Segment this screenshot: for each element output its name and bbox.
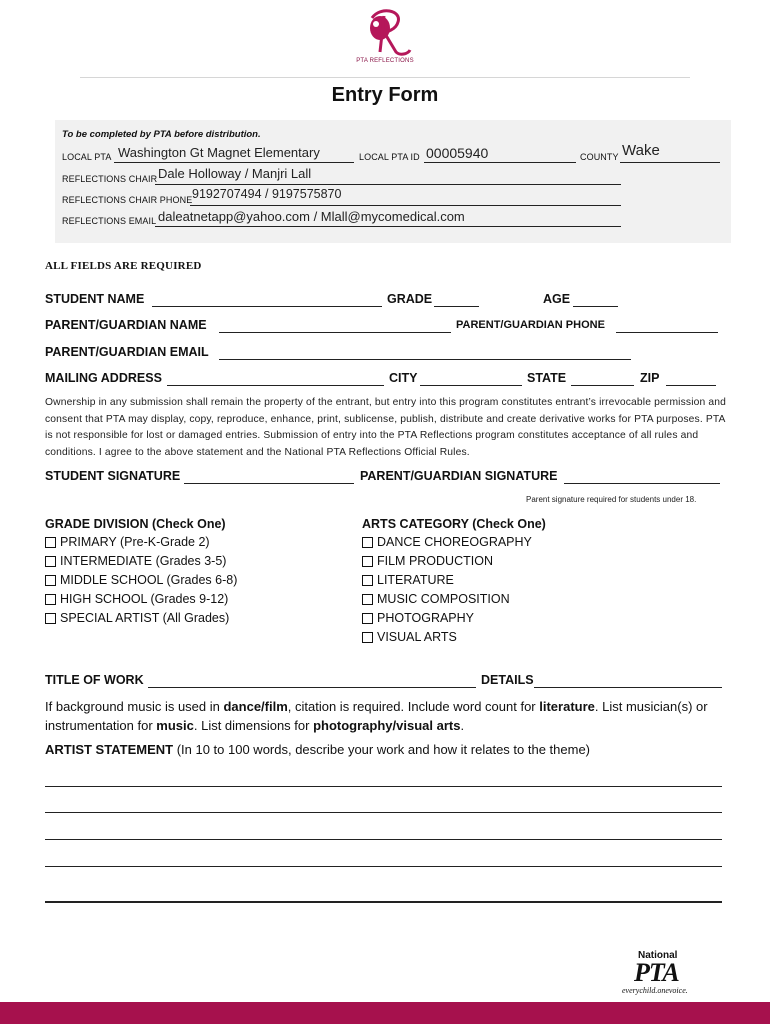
pta-reflections-logo: [350, 8, 420, 66]
checkbox[interactable]: [45, 575, 56, 586]
option-label: VISUAL ARTS: [377, 630, 457, 644]
chair-line: [155, 184, 621, 185]
chair-phone-label: REFLECTIONS CHAIR PHONE: [62, 195, 193, 205]
parent-email-label: PARENT/GUARDIAN EMAIL: [45, 345, 209, 359]
city-field[interactable]: [420, 385, 522, 386]
artist-statement-line-2[interactable]: [45, 812, 722, 813]
option-label: INTERMEDIATE (Grades 3-5): [60, 554, 227, 568]
national-pta-logo: [612, 950, 702, 998]
ownership-statement: Ownership in any submission shall remain the property of the entrant, but entry into this program constitutes entrant’s irrevocable permission and consent that PTA may display, copy, reproduce, enhance, print, sublicense, publish, distribute and create derivative works for PTA purposes. PTA is not responsible for lost or damaged entries. Submission of entry into the PTA Reflections program constitutes acceptance of all rules and conditions. I agree to the above statement and the National PTA Reflections Official Rules.: [45, 397, 727, 458]
artist-statement-hint: (In 10 to 100 words, describe your work and how it relates to the theme): [173, 742, 591, 757]
zip-field[interactable]: [666, 385, 716, 386]
option-label: LITERATURE: [377, 573, 454, 587]
arts-option-photography[interactable]: [362, 611, 474, 625]
arts-category-heading: ARTS CATEGORY (Check One): [362, 517, 546, 531]
title-of-work-label: TITLE OF WORK: [45, 673, 144, 687]
checkbox[interactable]: [362, 556, 373, 567]
local-pta-field[interactable]: Washington Gt Magnet Elementary: [118, 145, 320, 160]
local-pta-line: [114, 162, 354, 163]
page-title: Entry Form: [331, 84, 439, 106]
arts-option-dance[interactable]: [362, 535, 532, 549]
parent-phone-label: PARENT/GUARDIAN PHONE: [456, 319, 605, 331]
grade-option-special-artist[interactable]: [45, 611, 229, 625]
national-label: National: [638, 950, 678, 961]
county-field[interactable]: Wake: [622, 142, 660, 159]
bold-run: literature: [539, 699, 595, 714]
arts-option-literature[interactable]: [362, 573, 454, 587]
text-run: .: [460, 718, 465, 733]
pta-wordmark: PTA: [634, 958, 679, 987]
parent-signature-label: PARENT/GUARDIAN SIGNATURE: [360, 469, 558, 483]
local-pta-id-label: LOCAL PTA ID: [359, 152, 420, 162]
prefill-instruction: To be completed by PTA before distribution.: [62, 129, 261, 140]
checkbox[interactable]: [362, 537, 373, 548]
artist-statement-heading: [45, 742, 590, 757]
bold-run: dance/film: [223, 699, 288, 714]
arts-option-music[interactable]: [362, 592, 510, 606]
parent-name-label: PARENT/GUARDIAN NAME: [45, 318, 207, 332]
state-field[interactable]: [571, 385, 634, 386]
option-label: PRIMARY (Pre-K-Grade 2): [60, 535, 210, 549]
student-signature-field[interactable]: [184, 483, 354, 484]
county-label: COUNTY: [580, 152, 619, 162]
zip-label: ZIP: [640, 371, 660, 385]
student-signature-label: STUDENT SIGNATURE: [45, 469, 181, 483]
parent-signature-field[interactable]: [564, 483, 720, 484]
option-label: HIGH SCHOOL (Grades 9-12): [60, 592, 229, 606]
parent-email-field[interactable]: [219, 359, 631, 360]
checkbox[interactable]: [45, 613, 56, 624]
artist-statement-line-1[interactable]: [45, 786, 722, 787]
arts-option-visual-arts[interactable]: [362, 630, 457, 644]
checkbox[interactable]: [45, 556, 56, 567]
grade-option-intermediate[interactable]: [45, 554, 226, 568]
grade-option-middle-school[interactable]: [45, 573, 237, 587]
grade-option-primary[interactable]: [45, 535, 210, 549]
reflections-r-icon: [350, 8, 420, 56]
logo-caption: PTA REFLECTIONS: [356, 58, 414, 64]
grade-label: GRADE: [387, 292, 433, 306]
county-line: [620, 162, 720, 163]
text-run: . List musician(s) or instrumentation for: [45, 699, 708, 733]
local-pta-id-field[interactable]: 00005940: [426, 145, 489, 161]
title-of-work-field[interactable]: [148, 687, 476, 688]
student-name-field[interactable]: [152, 306, 382, 307]
age-field[interactable]: [573, 306, 618, 307]
mailing-address-field[interactable]: [167, 385, 384, 386]
artist-statement-label: ARTIST STATEMENT: [45, 742, 174, 757]
mailing-address-label: MAILING ADDRESS: [45, 371, 162, 385]
artist-statement-line-4[interactable]: [45, 866, 722, 867]
local-pta-id-line: [424, 162, 576, 163]
text-run: If background music is used in: [45, 699, 224, 714]
option-label: DANCE CHOREOGRAPHY: [377, 535, 532, 549]
age-label: AGE: [543, 292, 571, 306]
checkbox[interactable]: [45, 594, 56, 605]
header-divider: [80, 77, 690, 78]
grade-option-high-school[interactable]: [45, 592, 228, 606]
parent-signature-note: Parent signature required for students under 18.: [526, 495, 697, 504]
artist-statement-line-3[interactable]: [45, 839, 722, 840]
all-fields-required-heading: ALL FIELDS ARE REQUIRED: [45, 260, 202, 272]
background-music-instructions: [45, 697, 730, 735]
option-label: MUSIC COMPOSITION: [377, 592, 510, 606]
chair-field[interactable]: Dale Holloway / Manjri Lall: [158, 166, 312, 181]
arts-option-film[interactable]: [362, 554, 493, 568]
city-label: CITY: [389, 371, 418, 385]
parent-name-field[interactable]: [219, 332, 451, 333]
pta-tagline: everychild.onevoice.: [622, 986, 688, 995]
bold-run: music: [156, 718, 194, 733]
student-name-label: STUDENT NAME: [45, 292, 145, 306]
option-label: FILM PRODUCTION: [377, 554, 493, 568]
text-run: , citation is required. Include word count for: [287, 699, 540, 714]
details-field[interactable]: [534, 687, 722, 688]
local-pta-label: LOCAL PTA: [62, 152, 112, 162]
artist-statement-line-5[interactable]: [45, 901, 722, 903]
chair-phone-line: [190, 205, 621, 206]
option-label: SPECIAL ARTIST (All Grades): [60, 611, 230, 625]
grade-field[interactable]: [434, 306, 479, 307]
chair-label: REFLECTIONS CHAIR: [62, 174, 158, 184]
checkbox[interactable]: [362, 575, 373, 586]
checkbox[interactable]: [45, 537, 56, 548]
chair-email-line: [155, 226, 621, 227]
option-label: MIDDLE SCHOOL (Grades 6-8): [60, 573, 238, 587]
bold-run: photography/visual arts: [313, 718, 461, 733]
grade-division-heading: GRADE DIVISION (Check One): [45, 517, 226, 531]
chair-phone-field[interactable]: 9192707494 / 9197575870: [192, 187, 342, 201]
checkbox[interactable]: [362, 632, 373, 643]
option-label: PHOTOGRAPHY: [377, 611, 475, 625]
chair-email-field[interactable]: daleatnetapp@yahoo.com / Mlall@mycomedical.com: [158, 209, 465, 224]
state-label: STATE: [527, 371, 567, 385]
footer-bar: [0, 1002, 770, 1024]
text-run: . List dimensions for: [193, 718, 314, 733]
parent-phone-field[interactable]: [616, 332, 718, 333]
chair-email-label: REFLECTIONS EMAIL: [62, 216, 157, 226]
checkbox[interactable]: [362, 613, 373, 624]
details-label: DETAILS: [481, 673, 534, 687]
checkbox[interactable]: [362, 594, 373, 605]
